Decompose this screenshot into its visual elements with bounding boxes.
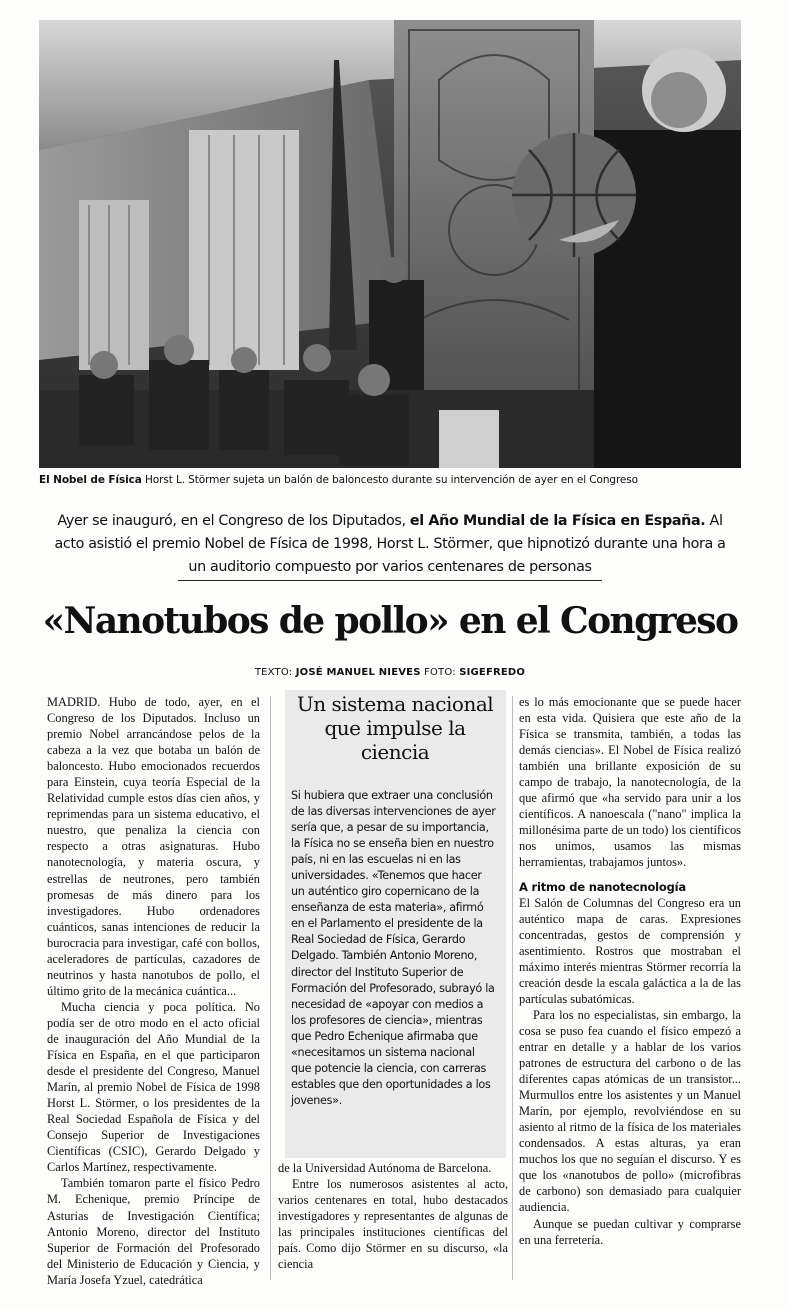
col1-paragraph-2: Mucha ciencia y poca política. No podía ser de otro modo en el acto oficial de inauguración del Año Mundial de la Física en España, en el que participaron desde el presidente del Congreso, Manuel Marín, al premio Nobel de Física de 1998 Horst L. Störmer, o los presidentes de la Real Sociedad Española de Física y del Consejo Superior de Investigaciones Científicas (CSIC), Gerardo Delgado y Carlos Martínez, respectivamente. xyxy=(47,999,260,1175)
sidebar-text xyxy=(291,788,498,1109)
headline: «Nanotubos de pollo» en el Congreso xyxy=(42,600,738,642)
byline-photo-label: FOTO: xyxy=(420,667,460,678)
col1-paragraph-3: También tomaron parte el físico Pedro M. Echenique, premio Príncipe de Asturias de Investigación Científica; Antonio Moreno, director del Instituto Superior de Formación del Profesorado del Ministerio de Educación y Ciencia, y María Josefa Yzuel, catedrática xyxy=(47,1176,260,1287)
column-divider-1 xyxy=(270,696,271,1280)
byline-photographer: SIGEFREDO xyxy=(459,667,526,678)
col3-paragraph-2: El Salón de Columnas del Congreso era un auténtico mapa de caras. Expresiones concentradas, gestos de comprensión y asentimiento. Rostros que mostraban el máximo interés mientras Störmer recorría la creación desde la escala galáctica a la de las partículas subatómicas. xyxy=(519,895,741,1006)
dek-line-1 xyxy=(40,510,740,533)
dek-line-2: acto asistió el premio Nobel de Física de 1998, Horst L. Störmer, que hipnotizó durante una hora a xyxy=(54,536,726,552)
photo-caption xyxy=(39,474,741,487)
dek-line-3: un auditorio compuesto por varios centenares de personas xyxy=(178,556,601,581)
photo-nobel-basketball-icon xyxy=(39,20,741,468)
col2-paragraph-2: Entre los numerosos asistentes al acto, varios centenares en total, hubo destacados investigadores y representantes de algunas de las principales instituciones científicas del país. Como dijo Störmer en su discurso, «la ciencia xyxy=(278,1177,508,1272)
article-photo xyxy=(39,20,741,468)
dek-line-1-bold: el Año Mundial de la Física en España. xyxy=(409,513,706,529)
sidebar-title: Un sistema nacional que impulse la ciencia xyxy=(296,692,494,764)
col3-paragraph-1: es lo más emocionante que se puede hacer en esta vida. Quisiera que este año de la Física se transmita, también, a todas las demás ciencias». El Nobel de Física realizó también una brillante exposición de su campo de trabajo, la nanotecnología, de la que afirmó que «ha servido para unir a los científicos. A nanoescala ("nano" implica la millonésima parte de un todo) los científicos nos unimos, usamos las mismas herramientas, trabajamos juntos». xyxy=(519,695,741,870)
column-2-bottom xyxy=(278,1160,508,1272)
sidebar-paragraph: Si hubiera que extraer una conclusión de las diversas intervenciones de ayer sería que, a pesar de su importancia, la Física no se enseña bien en nuestro país, ni en las escuelas ni en las universidades. «Tenemos que hacer un auténtico giro copernicano de la enseñanza de esta materia», afirmó en el Parlamento el presidente de la Real Sociedad de Física, Gerardo Delgado. También Antonio Moreno, director del Instituto Superior de Formación del Profesorado, subrayó la necesidad de «apoyar con medios a los profesores de ciencia», mientras que Pedro Echenique afirmaba que «necesitamos un sistema nacional que potencie la ciencia, con carreras estables que den oportunidades a los jovenes». xyxy=(291,789,496,1107)
byline xyxy=(40,667,740,678)
byline-text-label: TEXTO: xyxy=(254,667,296,678)
col3-subhead: A ritmo de nanotecnología xyxy=(519,879,686,894)
col3-paragraph-3: Para los no especialistas, sin embargo, la cosa se puso fea cuando el físico empezó a entrar en detalle y a hablar de los varios patrones de estructura del carbono o de las diferentes capas atómicas de un transistor... Murmullos entre los asistentes y un Manuel Marín, por ejemplo, revolviéndose en su asiento al ritmo de la física de los materiales condensados. A estas alturas, ya eran muchos los que no seguían el discurso. Y es que los «nanotubos de pollo» (microfibras de carbono) son demasiado para cualquier audiencia. xyxy=(519,1007,741,1215)
caption-text: Horst L. Störmer sujeta un balón de baloncesto durante su intervención de ayer en el Congreso xyxy=(141,474,638,486)
column-3 xyxy=(519,694,741,1248)
col2-paragraph-1: de la Universidad Autónoma de Barcelona. xyxy=(278,1161,492,1175)
col3-paragraph-4: Aunque se puedan cultivar y comprarse en una ferretería. xyxy=(519,1216,741,1247)
column-1 xyxy=(47,694,260,1288)
dek-line-1-a: Ayer se inauguró, en el Congreso de los Diputados, xyxy=(57,513,410,529)
col1-paragraph-1: MADRID. Hubo de todo, ayer, en el Congreso de los Diputados. Incluso un premio Nobel arrancándose pelos de la cabeza a la vez que botaba un balón de baloncesto. Hubo emocionados recuerdos para Einstein, cuya teoría Especial de la Relatividad cumple estos días cien años, y reprimendas para un sistema educativo, el nuestro, que penaliza la ciencia con respecto a otras asignaturas. Hubo nanotecnología, y materia oscura, y estrellas de neutrones, pero también promesas de más dinero para los investigadores. Hubo ordenadores cuánticos, sanas intenciones de reducir la burocracia para investigar, café con bollos, aceleradores de partículas, cazadores de neutrinos y hasta nanotubos de pollo, el último grito de la mecánica cuántica... xyxy=(47,695,260,998)
column-divider-2 xyxy=(512,696,513,1280)
byline-author: JOSÉ MANUEL NIEVES xyxy=(295,667,421,678)
article-dek xyxy=(40,510,740,581)
dek-line-1-c: Al xyxy=(705,513,723,529)
caption-lead: El Nobel de Física xyxy=(39,474,142,486)
